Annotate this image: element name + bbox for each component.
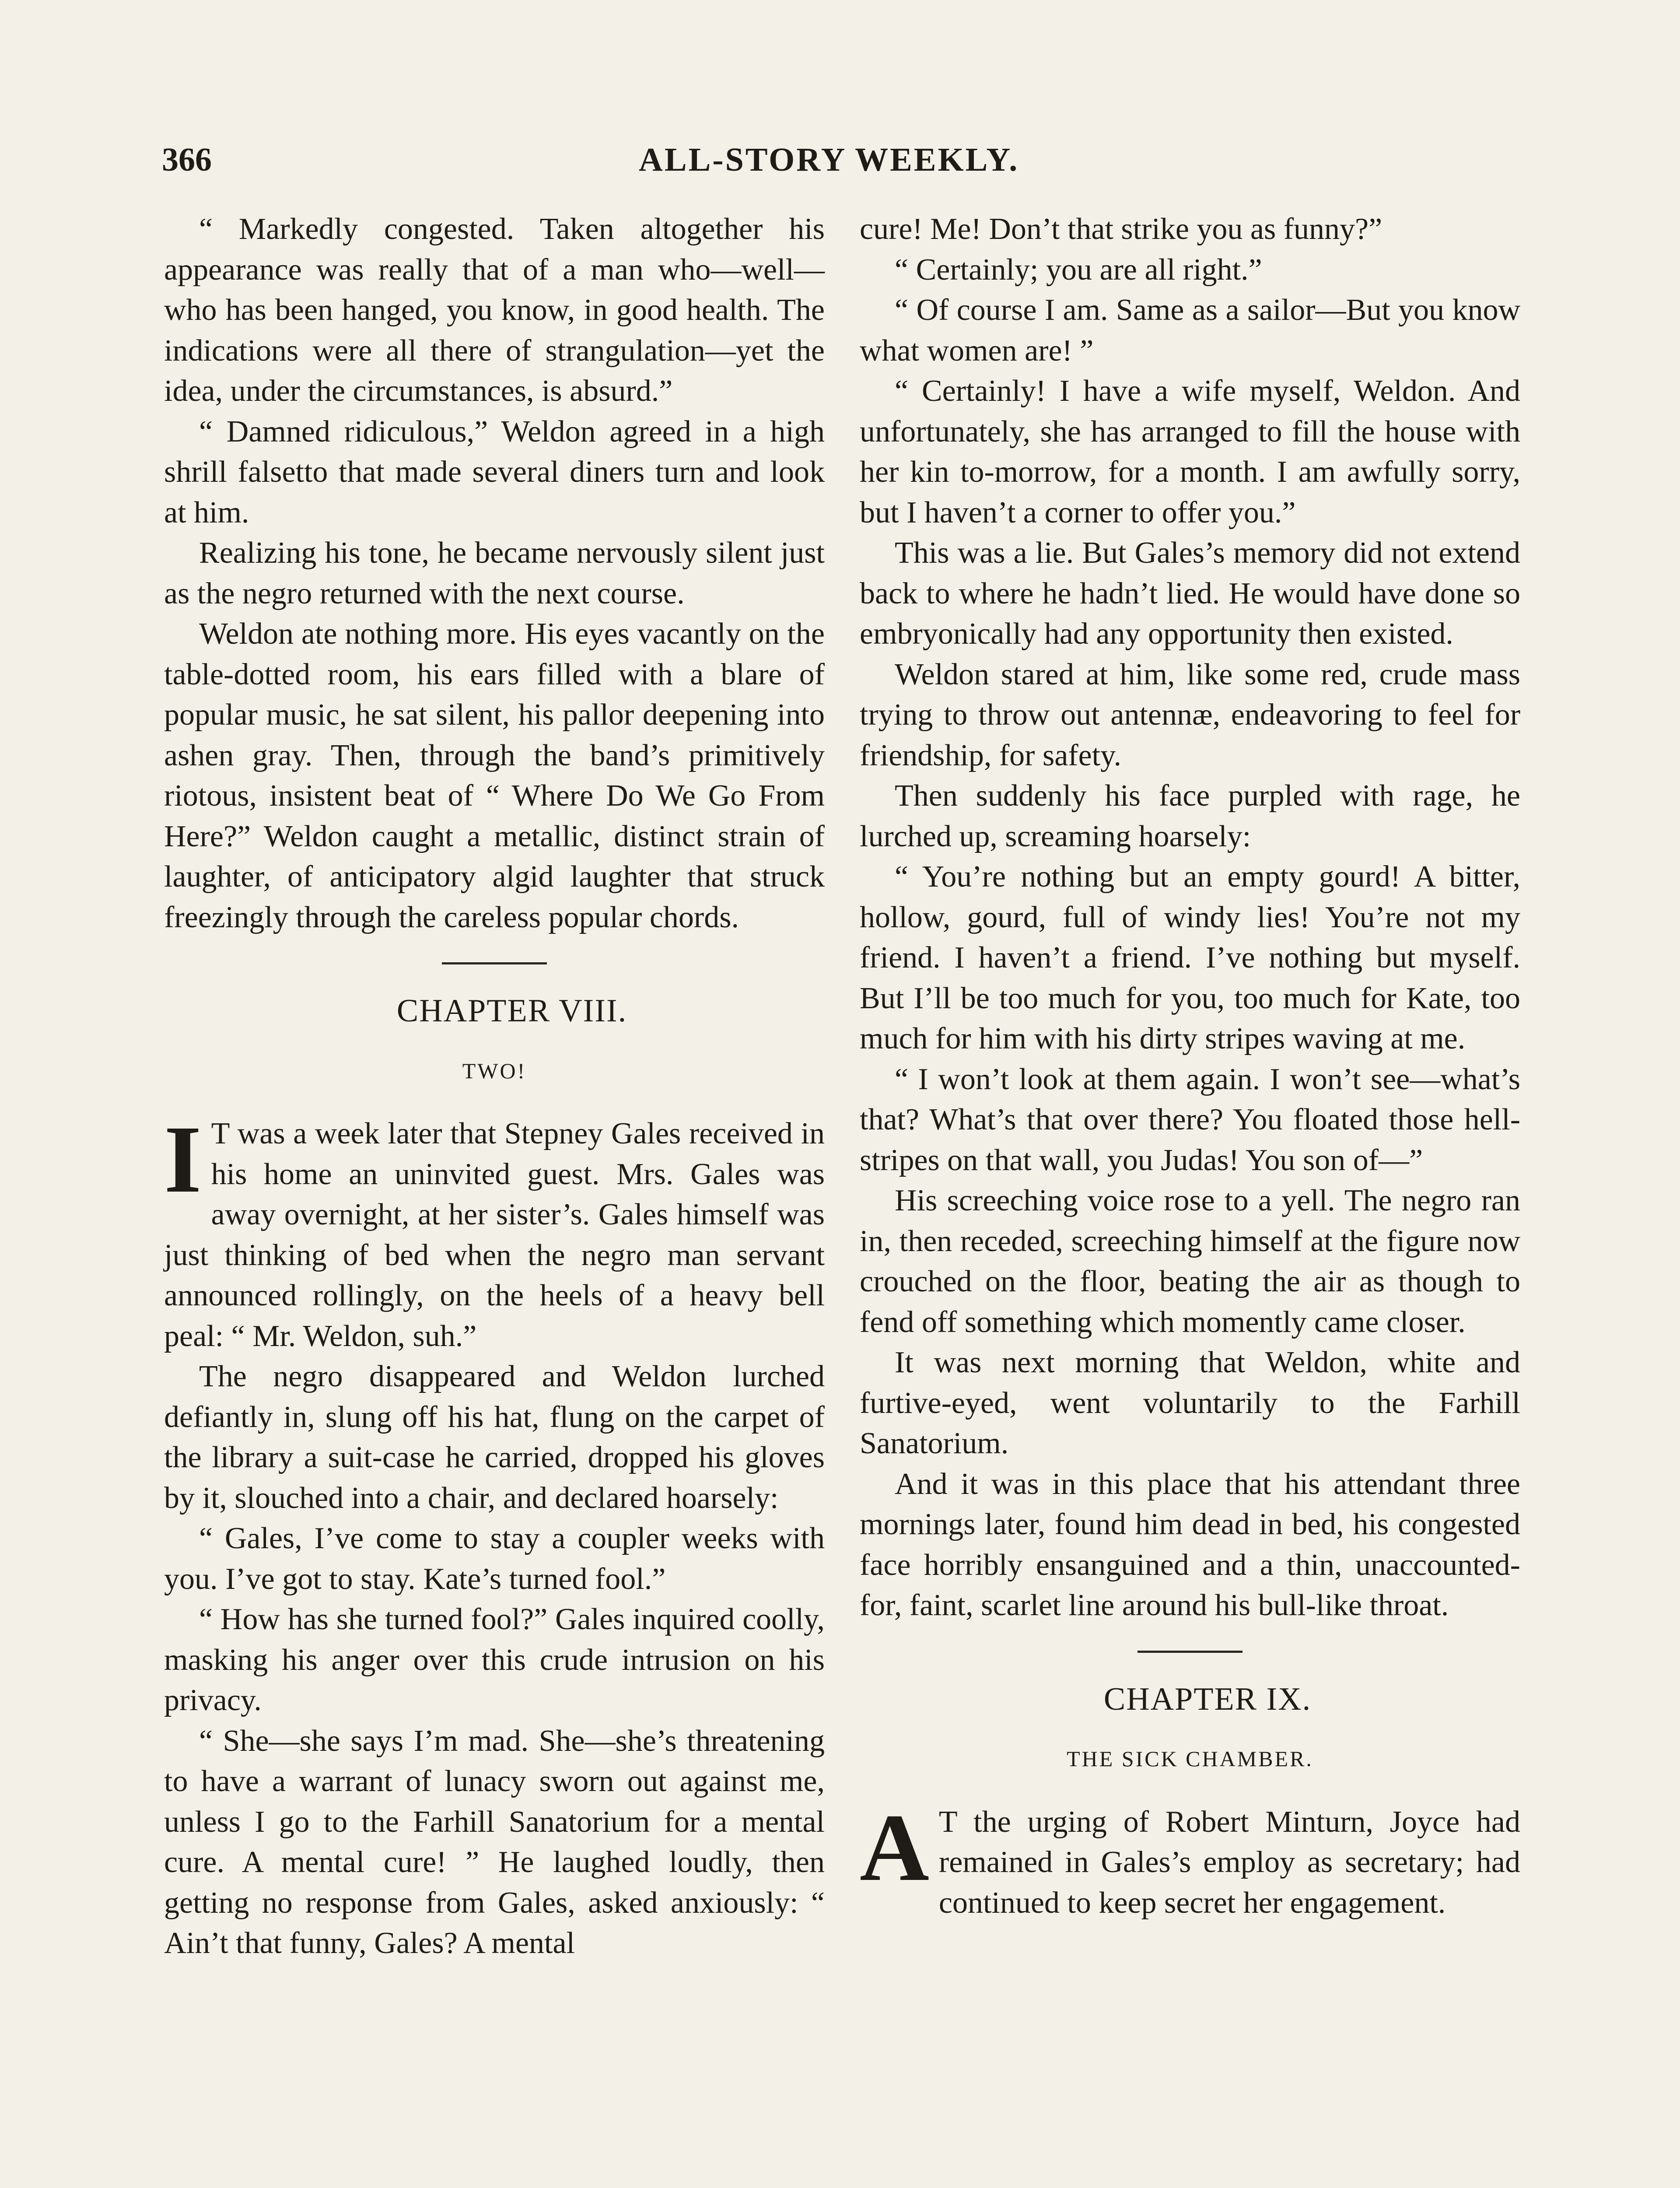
continued-paragraph: cure! Me! Don’t that strike you as funny?” xyxy=(860,212,1382,246)
paragraph: “ She—she says I’m mad. She—she’s threatening to have a warrant of lunacy sworn out against me, unless I go to the Farhill Sanatorium for a mental cure. A mental cure! ” He laughed loudly, then getting no response from Gales, asked anxiously: “ Ain’t that funny, Gales? A mental xyxy=(164,1724,825,1960)
chapter-opening-text: T was a week later that Stepney Gales received in his home an uninvited guest. Mrs. Gales was away overnight, at her sister’s. Gales himself was just thinking of bed when the negro man servant announced rollingly, on the heels of a heavy bell peal: “ Mr. Weldon, suh.” xyxy=(164,1117,825,1353)
paragraph: Realizing his tone, he became nervously silent just as the negro returned with the next course. xyxy=(164,536,825,610)
chapter-opening-paragraph xyxy=(860,1794,1520,1924)
paragraph: “ Gales, I’ve come to stay a coupler weeks with you. I’ve got to stay. Kate’s turned fool.” xyxy=(164,1522,825,1596)
page-number: 366 xyxy=(162,141,212,178)
left-column xyxy=(164,209,825,1964)
paragraph: Then suddenly his face purpled with rage, he lurched up, screaming hoarsely: xyxy=(860,779,1520,853)
chapter-opening-text: T the urging of Robert Minturn, Joyce had remained in Gales’s employ as secretary; had continued to keep secret her engagement. xyxy=(938,1805,1520,1920)
paragraph: “ Of course I am. Same as a sailor—But you know what women are! ” xyxy=(860,293,1520,368)
paragraph: This was a lie. But Gales’s memory did not extend back to where he hadn’t lied. He would have done so embryonically had any opportunity then existed. xyxy=(860,536,1520,651)
paragraph: The negro disappeared and Weldon lurched defiantly in, slung off his hat, flung on the carpet of the library a suit-case he carried, dropped his gloves by it, slouched into a chair, and declared hoarsely: xyxy=(164,1360,825,1515)
paragraph: Weldon stared at him, like some red, crude mass trying to throw out antennæ, endeavoring to feel for friendship, for safety. xyxy=(860,657,1520,772)
chapter-subtitle: THE SICK CHAMBER. xyxy=(1067,1746,1313,1771)
paragraph: “ Markedly congested. Taken altogether his appearance was really that of a man who—well—who has been hanged, you know, in good health. The indications were all there of strangulation—yet the idea, under the circumstances, is absurd.” xyxy=(164,212,825,408)
running-head: ALL-STORY WEEKLY. xyxy=(639,141,1019,178)
paragraph: “ You’re nothing but an empty gourd! A bitter, hollow, gourd, full of windy lies! You’re not my friend. I haven’t a friend. I’ve nothing but myself. But I’ll be too much for you, too much for Kate, too much for him with his dirty stripes waving at me. xyxy=(860,860,1520,1055)
paragraph: Weldon ate nothing more. His eyes vacantly on the table-dotted room, his ears filled with a blare of popular music, he sat silent, his pallor deepening into ashen gray. Then, through the band’s primitively riotous, insistent beat of “ Where Do We Go From Here?” Weldon caught a metallic, distinct strain of laughter, of anticipatory algid laughter that struck freezingly through the careless popular chords. xyxy=(164,617,825,934)
drop-cap: I xyxy=(164,1106,202,1213)
paragraph: And it was in this place that his attendant three mornings later, found him dead in bed, his congested face horribly ensanguined and a thin, unaccounted-for, faint, scarlet line around his bull-like throat. xyxy=(860,1467,1520,1622)
paragraph: “ Damned ridiculous,” Weldon agreed in a high shrill falsetto that made several diners turn and look at him. xyxy=(164,414,825,529)
drop-cap: A xyxy=(860,1794,929,1901)
right-column xyxy=(860,209,1520,1923)
paragraph: “ How has she turned fool?” Gales inquired coolly, masking his anger over this crude intrusion on his privacy. xyxy=(164,1602,825,1717)
paragraph: His screeching voice rose to a yell. The negro ran in, then receded, screeching himself at the figure now crouched on the floor, beating the air as though to fend off something which momently came closer. xyxy=(860,1184,1520,1339)
paragraph: “ Certainly; you are all right.” xyxy=(895,252,1262,287)
chapter-heading: CHAPTER VIII. xyxy=(396,993,627,1029)
chapter-subtitle: TWO! xyxy=(462,1058,527,1083)
chapter-opening-paragraph xyxy=(164,1106,825,1357)
paragraph: “ I won’t look at them again. I won’t see—what’s that? What’s that over there? You floated those hell-stripes on that wall, you Judas! You son of—” xyxy=(860,1062,1520,1177)
section-divider xyxy=(1138,1651,1242,1653)
section-divider xyxy=(442,962,547,964)
paragraph: It was next morning that Weldon, white and furtive-eyed, went voluntarily to the Farhill Sanatorium. xyxy=(860,1346,1520,1460)
chapter-heading: CHAPTER IX. xyxy=(1103,1681,1312,1717)
paragraph: “ Certainly! I have a wife myself, Weldon. And unfortunately, she has arranged to fill the house with her kin to-morrow, for a month. I am awfully sorry, but I haven’t a corner to offer you.” xyxy=(860,374,1520,529)
